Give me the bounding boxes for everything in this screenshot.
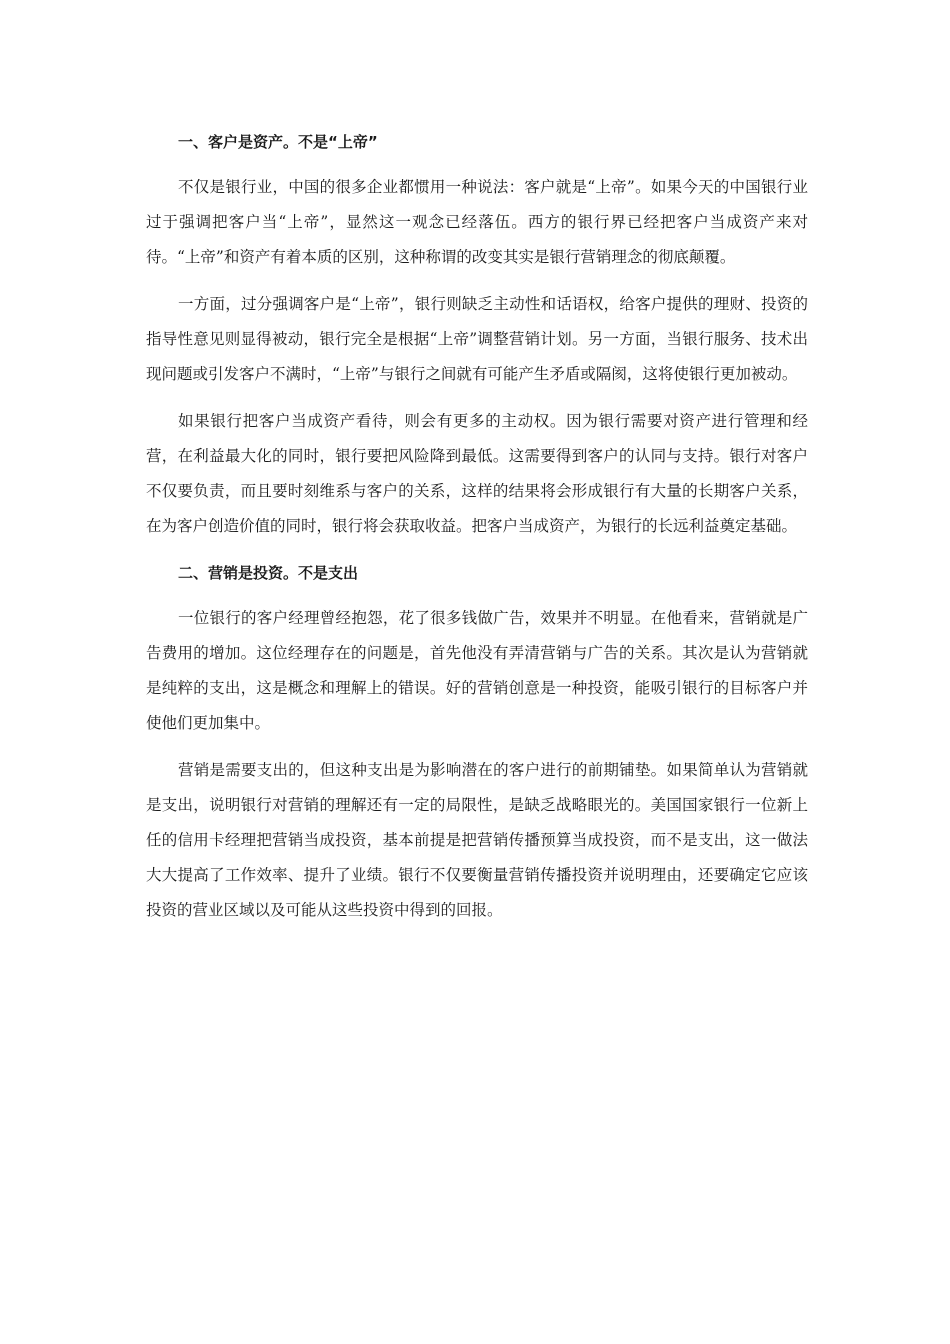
section-customers-are-assets <box>146 125 808 544</box>
section-marketing-is-investment <box>146 556 808 928</box>
section-heading: 一、客户是资产。不是“上帝” <box>178 133 378 151</box>
paragraph: 一位银行的客户经理曾经抱怨，花了很多钱做广告，效果并不明显。在他看来，营销就是广告费用的增加。这位经理存在的问题是，首先他没有弄清营销与广告的关系。其次是认为营销就是纯粹的支出，这是概念和理解上的错误。好的营销创意是一种投资，能吸引银行的目标客户并使他们更加集中。 <box>146 609 808 732</box>
document-page <box>146 125 808 940</box>
paragraph: 不仅是银行业，中国的很多企业都惯用一种说法：客户就是“上帝”。如果今天的中国银行业过于强调把客户当“上帝”，显然这一观念已经落伍。西方的银行界已经把客户当成资产来对待。“上帝”和资产有着本质的区别，这种称谓的改变其实是银行营销理念的彻底颠覆。 <box>146 178 808 266</box>
paragraph: 如果银行把客户当成资产看待，则会有更多的主动权。因为银行需要对资产进行管理和经营，在利益最大化的同时，银行要把风险降到最低。这需要得到客户的认同与支持。银行对客户不仅要负责，而且要时刻维系与客户的关系，这样的结果将会形成银行有大量的长期客户关系，在为客户创造价值的同时，银行将会获取收益。把客户当成资产，为银行的长远利益奠定基础。 <box>146 412 808 535</box>
paragraph: 营销是需要支出的，但这种支出是为影响潜在的客户进行的前期铺垫。如果简单认为营销就是支出，说明银行对营销的理解还有一定的局限性，是缺乏战略眼光的。美国国家银行一位新上任的信用卡经理把营销当成投资，基本前提是把营销传播预算当成投资，而不是支出，这一做法大大提高了工作效率、提升了业绩。银行不仅要衡量营销传播投资并说明理由，还要确定它应该投资的营业区域以及可能从这些投资中得到的回报。 <box>146 761 808 919</box>
paragraph: 一方面，过分强调客户是“上帝”，银行则缺乏主动性和话语权，给客户提供的理财、投资的指导性意见则显得被动，银行完全是根据“上帝”调整营销计划。另一方面，当银行服务、技术出现问题或引发客户不满时，“上帝”与银行之间就有可能产生矛盾或隔阂，这将使银行更加被动。 <box>146 295 808 383</box>
section-heading: 二、营销是投资。不是支出 <box>178 564 359 582</box>
